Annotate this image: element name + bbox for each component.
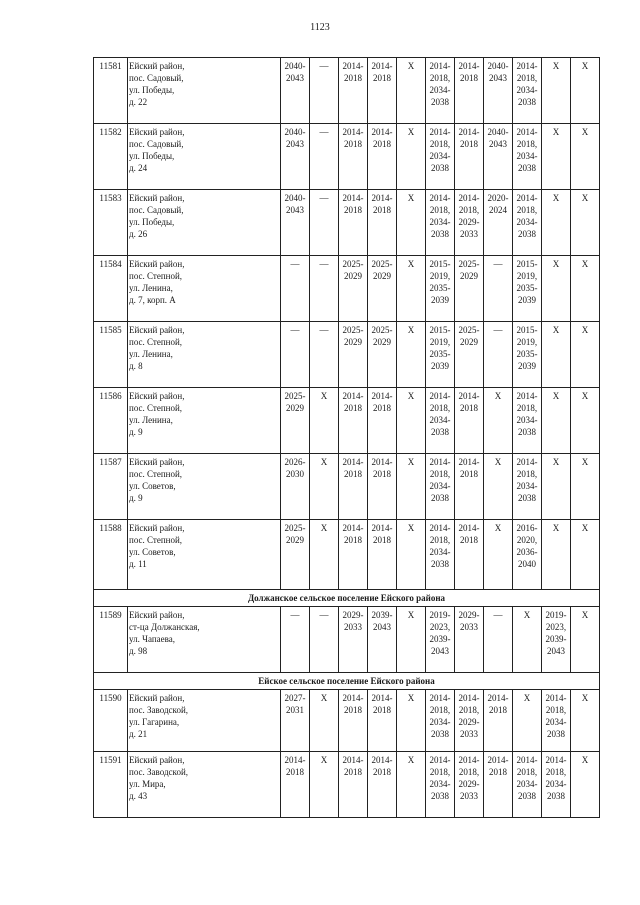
table-row [94,454,600,520]
schedule-cell: — [310,124,339,190]
schedule-cell: X [310,690,339,752]
schedule-cell: 2019- 2023, 2039- 2043 [542,607,571,673]
schedule-cell: 2014- 2018, 2034- 2038 [426,388,455,454]
schedule-cell: X [310,520,339,590]
schedule-cell: 2014- 2018 [368,388,397,454]
schedule-cell: X [513,607,542,673]
schedule-cell: 2020- 2024 [484,190,513,256]
schedule-cell: X [397,454,426,520]
schedule-cell: X [571,520,600,590]
schedule-cell: X [571,58,600,124]
address-cell: Ейский район, пос. Садовый, ул. Победы, д. 22 [128,58,281,124]
row-number: 11585 [94,322,128,388]
row-number: 11590 [94,690,128,752]
schedule-cell: 2015- 2019, 2035- 2039 [513,256,542,322]
schedule-cell: 2026- 2030 [281,454,310,520]
address-cell: Ейский район, пос. Степной, ул. Ленина, д. 7, корп. А [128,256,281,322]
schedule-cell: X [571,256,600,322]
schedule-cell: X [542,454,571,520]
table-row [94,752,600,818]
schedule-cell: 2014- 2018, 2034- 2038 [513,752,542,818]
schedule-cell: X [397,752,426,818]
schedule-cell: 2014- 2018, 2034- 2038 [513,58,542,124]
schedule-cell: 2014- 2018 [339,388,368,454]
schedule-cell: 2014- 2018, 2034- 2038 [513,454,542,520]
schedule-cell: 2029- 2033 [455,607,484,673]
schedule-cell: — [310,607,339,673]
schedule-cell: X [542,124,571,190]
schedule-cell: 2014- 2018 [339,752,368,818]
schedule-cell: X [484,454,513,520]
schedule-cell: — [484,322,513,388]
schedule-cell: 2040- 2043 [281,58,310,124]
schedule-cell: 2014- 2018 [339,58,368,124]
schedule-cell: — [281,322,310,388]
schedule-cell: 2014- 2018 [281,752,310,818]
schedule-cell: X [571,322,600,388]
table-row [94,190,600,256]
schedule-cell: — [310,256,339,322]
schedule-cell: 2015- 2019, 2035- 2039 [513,322,542,388]
address-cell: Ейский район, пос. Степной, ул. Ленина, д. 8 [128,322,281,388]
address-cell: Ейский район, пос. Заводской, ул. Мира, д. 43 [128,752,281,818]
schedule-cell: 2014- 2018, 2034- 2038 [513,388,542,454]
schedule-cell: 2014- 2018 [339,124,368,190]
schedule-cell: X [571,388,600,454]
schedule-cell: X [397,256,426,322]
schedule-cell: 2014- 2018, 2034- 2038 [513,124,542,190]
schedule-cell: 2014- 2018 [339,190,368,256]
row-number: 11588 [94,520,128,590]
schedule-cell: 2040- 2043 [484,58,513,124]
section-title: Ейское сельское поселение Ейского района [94,673,600,690]
schedule-cell: 2014- 2018, 2034- 2038 [426,58,455,124]
address-cell: Ейский район, пос. Заводской, ул. Гагарина, д. 21 [128,690,281,752]
row-number: 11582 [94,124,128,190]
schedule-cell: 2040- 2043 [484,124,513,190]
schedule-cell: 2014- 2018 [455,388,484,454]
schedule-cell: 2016- 2020, 2036- 2040 [513,520,542,590]
schedule-cell: X [310,388,339,454]
schedule-cell: 2014- 2018, 2034- 2038 [426,520,455,590]
table-row [94,607,600,673]
schedule-cell: — [310,58,339,124]
schedule-cell: X [397,388,426,454]
row-number: 11587 [94,454,128,520]
schedule-cell: 2025- 2029 [281,388,310,454]
table-row [94,124,600,190]
schedule-cell: — [484,256,513,322]
address-cell: Ейский район, ст-ца Должанская, ул. Чапаева, д. 98 [128,607,281,673]
schedule-cell: 2014- 2018 [484,752,513,818]
section-header-row [94,590,600,607]
table-row [94,520,600,590]
table-row [94,322,600,388]
schedule-cell: 2040- 2043 [281,124,310,190]
schedule-cell: 2014- 2018 [339,690,368,752]
row-number: 11581 [94,58,128,124]
section-title: Должанское сельское поселение Ейского района [94,590,600,607]
schedule-cell: 2014- 2018 [368,520,397,590]
schedule-cell: — [281,607,310,673]
schedule-cell: 2014- 2018 [455,520,484,590]
schedule-cell: 2014- 2018, 2034- 2038 [426,454,455,520]
section-header-row [94,673,600,690]
schedule-cell: X [571,752,600,818]
schedule-cell: 2014- 2018 [339,454,368,520]
schedule-cell: 2015- 2019, 2035- 2039 [426,322,455,388]
schedule-cell: 2014- 2018 [455,58,484,124]
schedule-cell: 2014- 2018 [368,454,397,520]
address-cell: Ейский район, пос. Степной, ул. Советов, д. 11 [128,520,281,590]
schedule-cell: X [397,124,426,190]
schedule-cell: X [542,322,571,388]
address-cell: Ейский район, пос. Садовый, ул. Победы, д. 26 [128,190,281,256]
schedule-cell: X [542,256,571,322]
schedule-cell: — [310,190,339,256]
schedule-cell: 2014- 2018, 2034- 2038 [426,124,455,190]
schedule-cell: 2025- 2029 [281,520,310,590]
schedule-cell: X [310,752,339,818]
schedule-cell: 2014- 2018 [368,752,397,818]
table-row [94,58,600,124]
schedule-cell: 2025- 2029 [455,256,484,322]
row-number: 11583 [94,190,128,256]
schedule-cell: X [397,520,426,590]
schedule-cell: 2025- 2029 [455,322,484,388]
address-cell: Ейский район, пос. Степной, ул. Ленина, д. 9 [128,388,281,454]
schedule-cell: 2014- 2018 [455,454,484,520]
schedule-cell: X [542,190,571,256]
schedule-cell: — [281,256,310,322]
schedule-cell: X [542,520,571,590]
schedule-cell: 2027- 2031 [281,690,310,752]
schedule-cell: 2014- 2018 [368,124,397,190]
schedule-cell: 2014- 2018, 2034- 2038 [426,752,455,818]
schedule-cell: 2014- 2018, 2034- 2038 [513,190,542,256]
housing-register-table [93,57,600,818]
schedule-cell: 2025- 2029 [368,322,397,388]
schedule-cell: 2014- 2018 [368,190,397,256]
schedule-cell: X [571,607,600,673]
schedule-cell: X [484,520,513,590]
schedule-cell: X [484,388,513,454]
address-cell: Ейский район, пос. Садовый, ул. Победы, д. 24 [128,124,281,190]
schedule-cell: 2015- 2019, 2035- 2039 [426,256,455,322]
schedule-cell: X [397,322,426,388]
address-cell: Ейский район, пос. Степной, ул. Советов, д. 9 [128,454,281,520]
schedule-cell: 2014- 2018 [339,520,368,590]
schedule-cell: X [397,58,426,124]
schedule-cell: 2014- 2018, 2034- 2038 [542,752,571,818]
schedule-cell: X [571,454,600,520]
schedule-cell: 2014- 2018 [484,690,513,752]
schedule-cell: 2014- 2018 [368,58,397,124]
schedule-cell: 2014- 2018, 2029- 2033 [455,752,484,818]
schedule-cell: 2014- 2018, 2029- 2033 [455,690,484,752]
table-row [94,388,600,454]
row-number: 11584 [94,256,128,322]
schedule-cell: X [397,690,426,752]
schedule-cell: — [484,607,513,673]
schedule-cell: X [397,607,426,673]
schedule-cell: 2014- 2018, 2029- 2033 [455,190,484,256]
row-number: 11591 [94,752,128,818]
schedule-cell: 2025- 2029 [368,256,397,322]
schedule-cell: 2025- 2029 [339,322,368,388]
schedule-cell: X [571,690,600,752]
schedule-cell: X [513,690,542,752]
schedule-cell: 2014- 2018, 2034- 2038 [542,690,571,752]
schedule-cell: 2029- 2033 [339,607,368,673]
schedule-cell: — [310,322,339,388]
schedule-cell: 2019- 2023, 2039- 2043 [426,607,455,673]
table-row [94,690,600,752]
schedule-cell: X [542,58,571,124]
schedule-cell: X [397,190,426,256]
schedule-cell: 2014- 2018, 2034- 2038 [426,190,455,256]
table-row [94,256,600,322]
schedule-cell: 2014- 2018 [368,690,397,752]
row-number: 11589 [94,607,128,673]
schedule-cell: 2014- 2018, 2034- 2038 [426,690,455,752]
schedule-cell: X [571,124,600,190]
schedule-cell: X [542,388,571,454]
schedule-cell: 2014- 2018 [455,124,484,190]
schedule-cell: 2039- 2043 [368,607,397,673]
page-number: 1123 [310,22,330,33]
schedule-cell: 2040- 2043 [281,190,310,256]
schedule-cell: 2025- 2029 [339,256,368,322]
schedule-cell: X [310,454,339,520]
row-number: 11586 [94,388,128,454]
schedule-cell: X [571,190,600,256]
